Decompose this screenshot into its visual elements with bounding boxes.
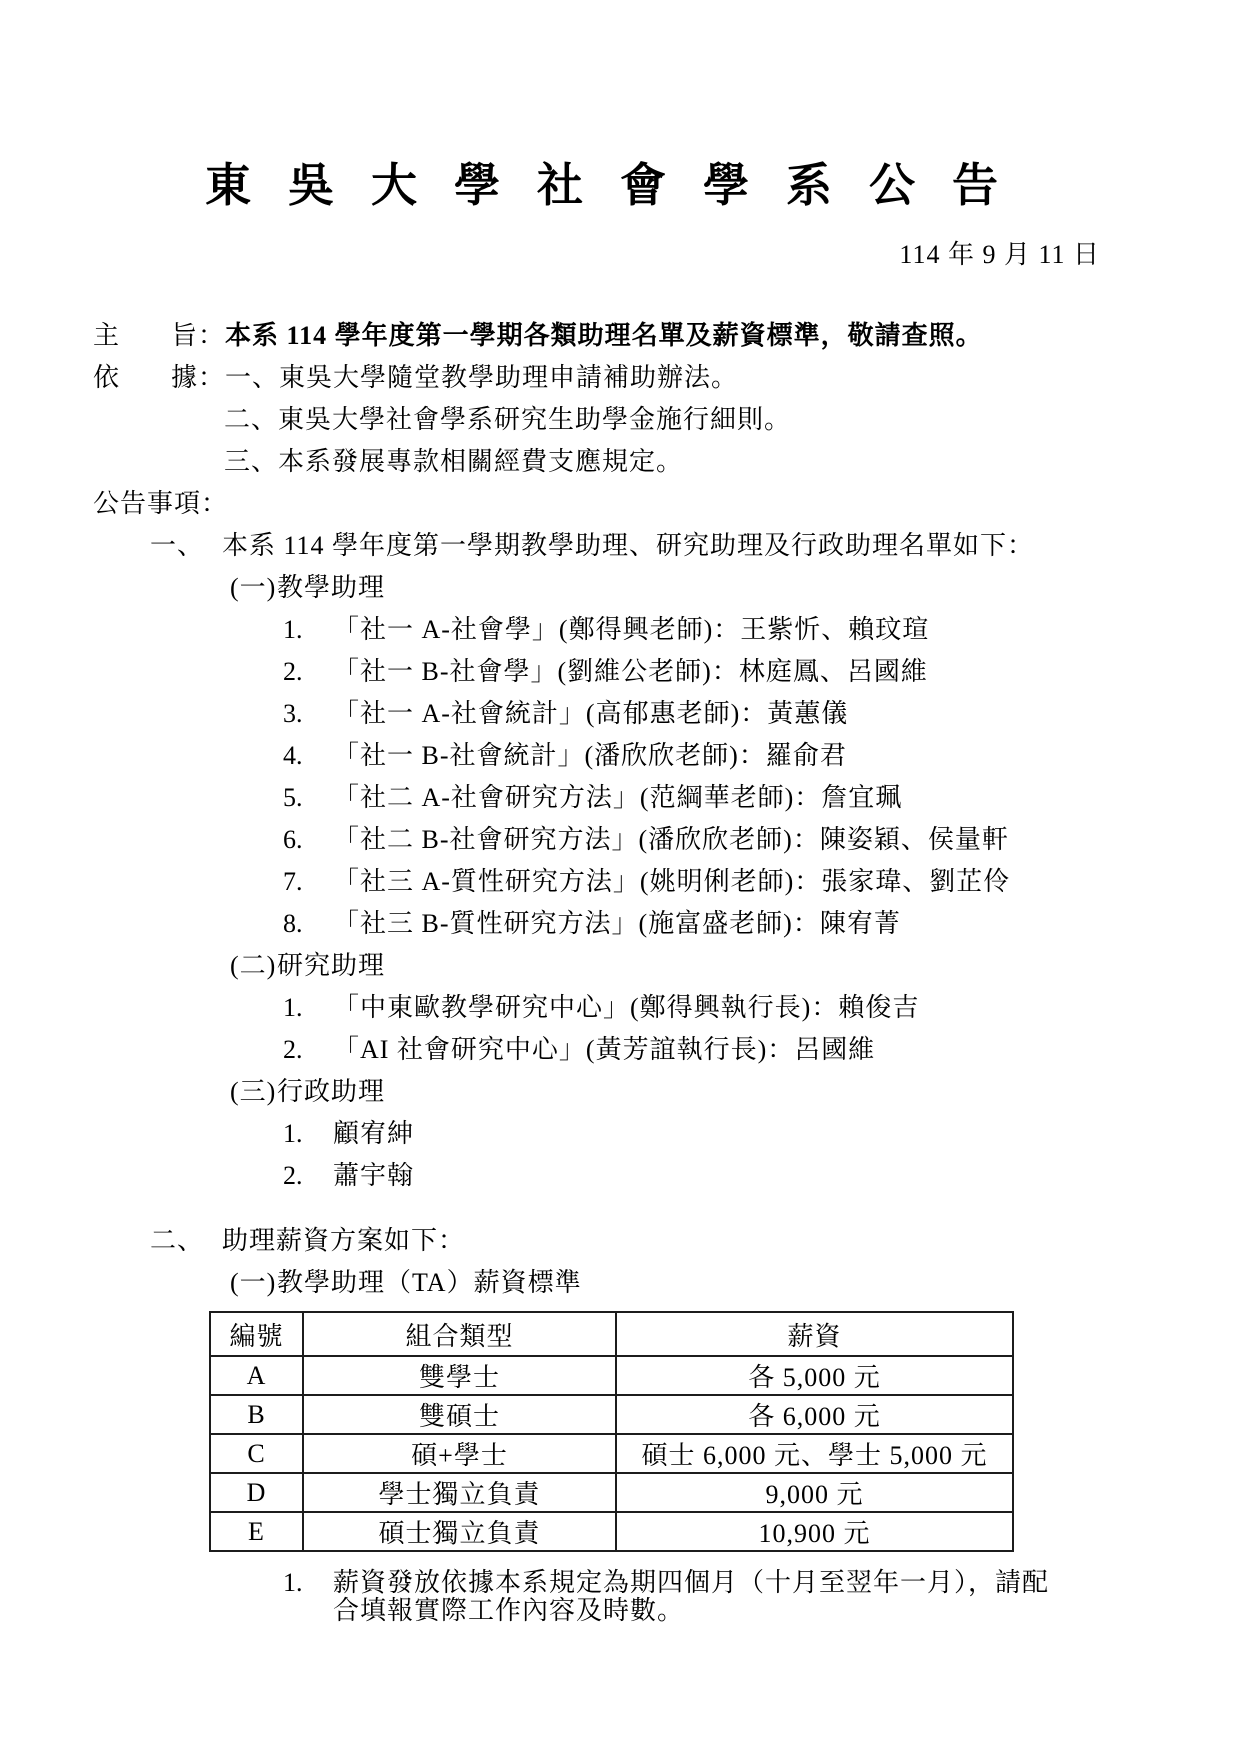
document-date: 114 年 9 月 11 日 xyxy=(899,240,1100,269)
list-text: 蕭宇翰 xyxy=(333,1161,415,1190)
list-number: 2. xyxy=(283,1035,303,1064)
note-text: 薪資發放依據本系規定為期四個月（十月至翌年一月），請配合填報實際工作內容及時數。 xyxy=(333,1568,1050,1625)
subject-colon: ： xyxy=(198,321,226,350)
list-number: (一) xyxy=(230,1268,277,1297)
list-text: 「社一 A-社會統計」(高郁惠老師)：黃蕙儀 xyxy=(333,699,849,728)
basis-line-2 xyxy=(0,406,1241,434)
announcement-item-1 xyxy=(0,532,1241,560)
ta-item xyxy=(0,616,1241,644)
list-number: 1. xyxy=(283,1119,303,1148)
cell-pay: 各 5,000 元 xyxy=(616,1356,1013,1395)
list-text: 「AI 社會研究中心」(黃芳誼執行長)：呂國維 xyxy=(333,1035,876,1064)
ta-subheading xyxy=(0,574,1241,602)
basis-item-text: 東吳大學隨堂教學助理申請補助辦法。 xyxy=(279,363,739,392)
list-text: 研究助理 xyxy=(277,951,386,980)
ta-item xyxy=(0,742,1241,770)
basis-label: 依 據 xyxy=(93,363,198,392)
cell-type: 碩士獨立負責 xyxy=(303,1512,616,1551)
ta-item xyxy=(0,700,1241,728)
salary-table-header-id: 編號 xyxy=(210,1312,303,1356)
basis-line-3 xyxy=(0,448,1241,476)
cell-id: E xyxy=(210,1512,303,1551)
list-number: 3. xyxy=(283,699,303,728)
list-number: 4. xyxy=(283,741,303,770)
list-number: 7. xyxy=(283,867,303,896)
list-text: 「社三 B-質性研究方法」(施富盛老師)：陳宥菁 xyxy=(333,909,901,938)
salary-table-row xyxy=(210,1395,1013,1434)
list-number: 1. xyxy=(283,615,303,644)
cell-type: 碩+學士 xyxy=(303,1434,616,1473)
list-text: 助理薪資方案如下： xyxy=(222,1226,466,1255)
basis-item-num: 二、 xyxy=(224,405,279,434)
basis-item-num: 三、 xyxy=(224,447,279,476)
list-text: 「中東歐教學研究中心」(鄭得興執行長)：賴俊吉 xyxy=(333,993,920,1022)
announcement-item-2 xyxy=(0,1227,1241,1255)
list-number: 2. xyxy=(283,1161,303,1190)
admin-subheading xyxy=(0,1078,1241,1106)
salary-subheading xyxy=(0,1269,1241,1297)
announcement-heading: 公告事項： xyxy=(93,489,229,518)
ta-item xyxy=(0,868,1241,896)
cell-type: 雙學士 xyxy=(303,1356,616,1395)
cell-type: 雙碩士 xyxy=(303,1395,616,1434)
list-number: 6. xyxy=(283,825,303,854)
cell-id: C xyxy=(210,1434,303,1473)
salary-table-row xyxy=(210,1434,1013,1473)
cell-pay: 各 6,000 元 xyxy=(616,1395,1013,1434)
ta-item xyxy=(0,910,1241,938)
basis-item-num: 一、 xyxy=(225,363,280,392)
list-text: 教學助理（TA）薪資標準 xyxy=(277,1268,582,1297)
admin-item xyxy=(0,1162,1241,1190)
ra-item xyxy=(0,994,1241,1022)
list-text: 本系 114 學年度第一學期教學助理、研究助理及行政助理名單如下： xyxy=(222,531,1035,560)
list-number: (二) xyxy=(230,951,277,980)
cell-pay: 9,000 元 xyxy=(616,1473,1013,1512)
basis-line-1 xyxy=(0,364,1241,392)
salary-table-header-type: 組合類型 xyxy=(303,1312,616,1356)
salary-note xyxy=(0,1569,1069,1625)
cell-id: B xyxy=(210,1395,303,1434)
list-number: 一、 xyxy=(150,531,205,560)
salary-table-header-row xyxy=(210,1312,1013,1356)
list-text: 顧宥紳 xyxy=(333,1119,415,1148)
basis-colon: ： xyxy=(198,363,226,392)
subject-text: 本系 114 學年度第一學期各類助理名單及薪資標準，敬請查照。 xyxy=(225,321,983,350)
list-number: 二、 xyxy=(150,1226,205,1255)
list-number: 8. xyxy=(283,909,303,938)
ta-item xyxy=(0,784,1241,812)
salary-table-header-pay: 薪資 xyxy=(616,1312,1013,1356)
ta-item xyxy=(0,658,1241,686)
subject-label: 主 旨 xyxy=(93,321,198,350)
document-title: 東吳大學社會學系公告 xyxy=(205,160,1035,211)
list-text: 「社二 A-社會研究方法」(范綱華老師)：詹宜珮 xyxy=(333,783,903,812)
list-number: (一) xyxy=(230,573,277,602)
list-number: 2. xyxy=(283,657,303,686)
cell-id: D xyxy=(210,1473,303,1512)
basis-item-text: 東吳大學社會學系研究生助學金施行細則。 xyxy=(278,405,792,434)
list-text: 「社二 B-社會研究方法」(潘欣欣老師)：陳姿穎、侯量軒 xyxy=(333,825,1009,854)
list-number: 1. xyxy=(283,1568,303,1597)
salary-table xyxy=(209,1311,1014,1552)
list-text: 「社一 B-社會學」(劉維公老師)：林庭鳳、呂國維 xyxy=(333,657,928,686)
list-text: 行政助理 xyxy=(277,1077,386,1106)
admin-item xyxy=(0,1120,1241,1148)
list-text: 「社三 A-質性研究方法」(姚明俐老師)：張家瑋、劉芷伶 xyxy=(333,867,1011,896)
salary-table-row xyxy=(210,1356,1013,1395)
salary-table-row xyxy=(210,1473,1013,1512)
cell-id: A xyxy=(210,1356,303,1395)
list-number: (三) xyxy=(230,1077,277,1106)
cell-pay: 10,900 元 xyxy=(616,1512,1013,1551)
subject-line xyxy=(0,322,1241,350)
cell-pay: 碩士 6,000 元、學士 5,000 元 xyxy=(616,1434,1013,1473)
list-number: 5. xyxy=(283,783,303,812)
ta-item xyxy=(0,826,1241,854)
list-text: 「社一 B-社會統計」(潘欣欣老師)：羅俞君 xyxy=(333,741,847,770)
list-text: 「社一 A-社會學」(鄭得興老師)：王紫忻、賴玟瑄 xyxy=(333,615,930,644)
salary-table-row xyxy=(210,1512,1013,1551)
basis-item-text: 本系發展專款相關經費支應規定。 xyxy=(278,447,684,476)
list-text: 教學助理 xyxy=(277,573,386,602)
cell-type: 學士獨立負責 xyxy=(303,1473,616,1512)
ra-item xyxy=(0,1036,1241,1064)
ra-subheading xyxy=(0,952,1241,980)
list-number: 1. xyxy=(283,993,303,1022)
